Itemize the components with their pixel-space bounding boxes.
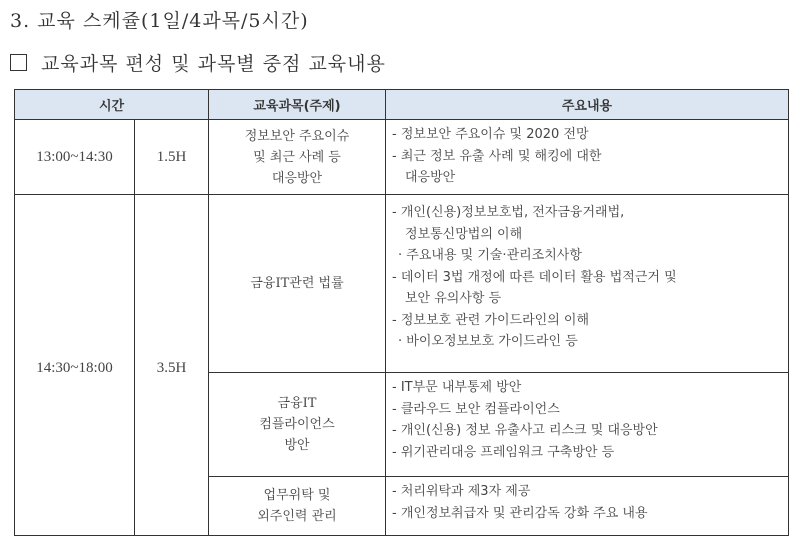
content-line: - 개인(신용)정보보호법, 전자금융거래법, — [392, 205, 625, 220]
content-line: - 최근 정보 유출 사례 및 해킹에 대한 — [392, 148, 602, 164]
content-line: - 클라우드 보안 컴플라이언스 — [392, 401, 560, 417]
header-content: 주요내용 — [386, 90, 789, 120]
content-line: - 위기관리대응 프레임워크 구축방안 등 — [392, 444, 615, 460]
subject-cell — [209, 477, 386, 536]
content-line: 정보통신망법의 이해 — [405, 226, 523, 242]
content-line: · 바이오정보보호 가이드라인 등 — [398, 334, 578, 349]
content-line: - IT부문 내부통제 방안 — [392, 380, 522, 395]
content-line: - 데이터 3법 개정에 따른 데이터 활용 법적근거 및 — [392, 269, 677, 285]
subject-line: 방안 — [284, 438, 310, 453]
content-cell — [386, 195, 789, 373]
subject-line: 정보보안 주요이슈 — [244, 128, 350, 144]
subject-line: 금융IT관련 법률 — [250, 276, 344, 291]
content-line: - 개인정보취급자 및 관리감독 강화 주요 내용 — [392, 505, 648, 521]
subject-line: 및 최근 사례 등 — [253, 149, 341, 165]
subject-line: 업무위탁 및 — [263, 488, 331, 503]
header-time: 시간 — [15, 90, 209, 120]
subject-cell — [209, 195, 386, 373]
content-line: - 개인(신용) 정보 유출사고 리스크 및 대응방안 — [392, 423, 658, 438]
content-line: - 처리위탁과 제3자 제공 — [392, 484, 531, 499]
header-subject: 교육과목(주제) — [209, 90, 386, 120]
content-cell — [386, 477, 789, 536]
duration-cell: 1.5H — [135, 120, 209, 195]
subsection-heading-text: 교육과목 편성 및 과목별 중점 교육내용 — [41, 53, 386, 75]
schedule-table — [14, 89, 789, 536]
section-heading: 3. 교육 스케쥴(1일/4과목/5시간) — [10, 10, 309, 32]
subsection-heading — [10, 49, 386, 76]
content-cell — [386, 373, 789, 477]
time-cell: 14:30~18:00 — [15, 195, 135, 536]
subject-line: 대응방안 — [271, 170, 323, 186]
subject-line: 컴플라이언스 — [259, 417, 335, 432]
checkbox-square-icon — [10, 54, 27, 71]
table-header-row — [15, 90, 789, 120]
table-row — [15, 195, 789, 373]
content-line: - 정보보호 관련 가이드라인의 이해 — [392, 312, 590, 328]
content-line: 대응방안 — [405, 170, 456, 185]
subject-cell — [209, 373, 386, 477]
content-line: 보안 유의사항 등 — [405, 291, 502, 306]
content-line: - 정보보안 주요이슈 및 2020 전망 — [392, 127, 589, 142]
content-cell — [386, 120, 789, 195]
content-line: · 주요내용 및 기술·관리조치사항 — [398, 248, 582, 263]
subject-cell — [209, 120, 386, 195]
subject-line: 외주인력 관리 — [257, 509, 337, 524]
time-cell: 13:00~14:30 — [15, 120, 135, 195]
duration-cell: 3.5H — [135, 195, 209, 536]
subject-line: 금융IT — [277, 396, 317, 411]
table-row — [15, 120, 789, 195]
